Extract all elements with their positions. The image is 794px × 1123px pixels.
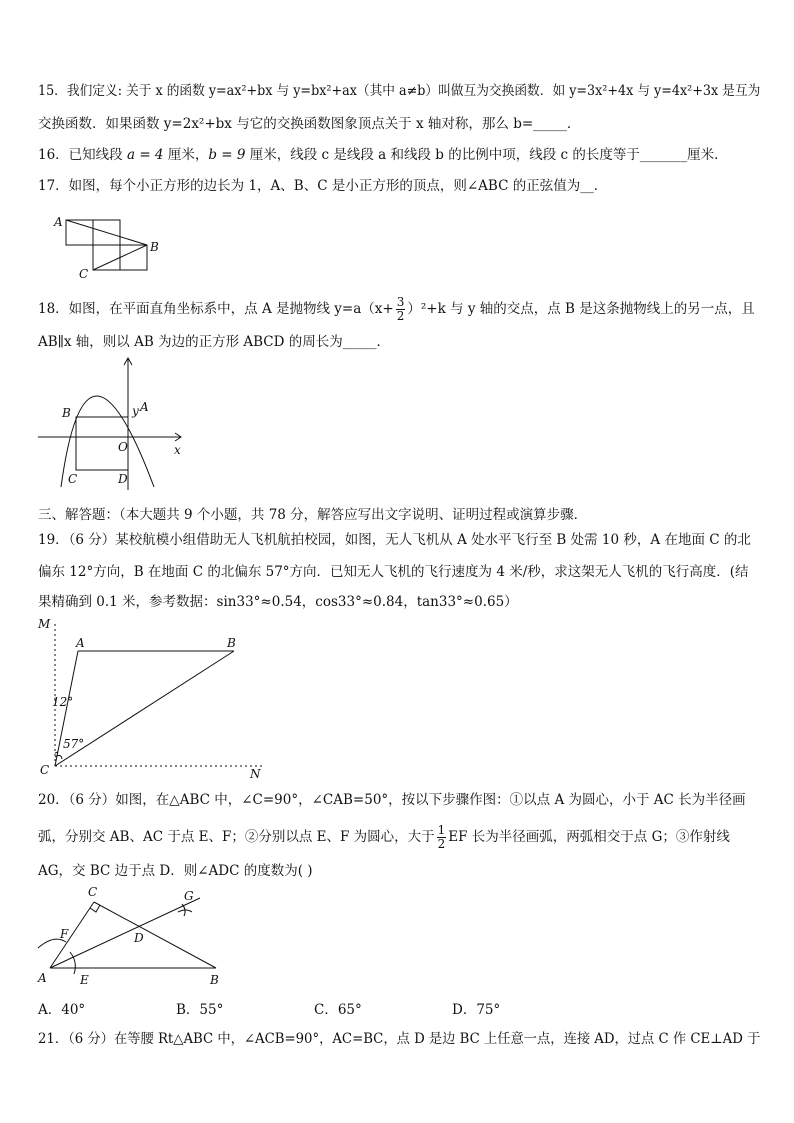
q20-label-e: E bbox=[80, 973, 89, 987]
q19-label-a: A bbox=[76, 636, 85, 650]
q19-label-b: B bbox=[227, 636, 236, 650]
q16-text-1: 16．已知线段 bbox=[38, 147, 127, 163]
q17-segment-ab bbox=[66, 220, 147, 245]
q18-text-1: 18．如图，在平面直角坐标系中，点 A 是抛物线 y=a（x+ bbox=[38, 301, 394, 317]
q20-choice-a: A．40° bbox=[38, 1002, 86, 1018]
q18-label-c: C bbox=[68, 472, 78, 486]
q20-choice-b: B．55° bbox=[176, 1002, 224, 1018]
q19-line-3: 果精确到 0.1 米，参考数据：sin33°≈0.54，cos33°≈0.84，tan33°≈0.65） bbox=[38, 594, 518, 610]
q19-label-n: N bbox=[250, 767, 261, 781]
q20-frac-num: 1 bbox=[437, 823, 446, 837]
q20-choice-d: D．75° bbox=[452, 1002, 501, 1018]
q20-arc-e bbox=[70, 952, 75, 974]
q17-label-a: A bbox=[54, 215, 63, 229]
q20-text-2a: 弧，分别交 AB、AC 于点 E、F；②分别以点 E、F 为圆心，大于 bbox=[38, 829, 435, 845]
q20-label-d: D bbox=[134, 931, 144, 945]
q18-line-1 bbox=[38, 296, 755, 323]
q18-label-o: O bbox=[118, 440, 128, 454]
q20-ray-ag bbox=[50, 898, 200, 968]
q19-label-m: M bbox=[38, 617, 51, 631]
section-3-title: 三、解答题：（本大题共 9 个小题，共 78 分，解答应写出文字说明、证明过程或演算步骤． bbox=[38, 507, 588, 523]
q20-choice-c: C．65° bbox=[314, 1002, 362, 1018]
q16-text-2: 厘米， bbox=[163, 147, 209, 163]
q16-a-expr: a = 4 bbox=[126, 147, 164, 163]
q18-fraction bbox=[396, 296, 406, 323]
q18-frac-num: 3 bbox=[396, 295, 405, 309]
q20-line-2 bbox=[38, 824, 730, 851]
q20-label-c: C bbox=[88, 885, 98, 899]
q18-label-y: y bbox=[132, 404, 139, 418]
q19-angle-57: 57° bbox=[63, 737, 85, 751]
q20-label-b: B bbox=[210, 973, 219, 987]
q16-text-3: 厘米，线段 c 是线段 a 和线段 b 的比例中项，线段 c 的长度等于_______厘米． bbox=[245, 147, 728, 163]
q15-line-1: 15．我们定义: 关于 x 的函数 y=ax²+bx 与 y=bx²+ax（其中 a≠b）叫做互为交换函数．如 y=3x²+4x 与 y=4x²+3x 是互为 bbox=[38, 83, 761, 99]
q19-line-1: 19．（6 分）某校航模小组借助无人飞机航拍校园，如图，无人飞机从 A 处水平飞行至 B 处需 10 秒，A 在地面 C 的北 bbox=[38, 532, 751, 548]
q19-angle-12: 12° bbox=[52, 695, 74, 709]
q19-drone-figure bbox=[34, 614, 274, 782]
q16-b-expr: b = 9 bbox=[208, 147, 246, 163]
q18-parabola-figure bbox=[36, 355, 186, 495]
q17-label-c: C bbox=[79, 267, 89, 281]
q19-line-2: 偏东 12°方向，B 在地面 C 的北偏东 57°方向．已知无人飞机的飞行速度为 4 米/秒，求这架无人飞机的飞行高度．(结 bbox=[38, 564, 749, 580]
q18-label-b: B bbox=[62, 406, 71, 420]
q17-label-b: B bbox=[150, 240, 159, 254]
q18-frac-den: 2 bbox=[396, 309, 405, 323]
q21-line-1: 21．（6 分）在等腰 Rt△ABC 中，∠ACB=90°，AC=BC，点 D 是边 BC 上任意一点，连接 AD，过点 C 作 CE⊥AD 于 bbox=[38, 1031, 761, 1047]
q20-side-cb bbox=[94, 902, 216, 968]
q20-line-1: 20．（6 分）如图，在△ABC 中，∠C=90°，∠CAB=50°，按以下步骤作图：①以点 A 为圆心，小于 AC 长为半径画 bbox=[38, 792, 746, 808]
q15-line-2: 交换函数．如果函数 y=2x²+bx 与它的交换函数图象顶点关于 x 轴对称，那么 b=_____． bbox=[38, 116, 581, 132]
q20-frac-den: 2 bbox=[437, 837, 446, 851]
q18-label-d: D bbox=[118, 472, 128, 486]
q19-label-c: C bbox=[40, 763, 50, 777]
q20-fraction bbox=[437, 824, 447, 851]
q17-line: 17．如图，每个小正方形的边长为 1，A、B、C 是小正方形的顶点，则∠ABC 的正弦值为__． bbox=[38, 178, 608, 194]
q20-text-2b: EF 长为半径画弧，两弧相交于点 G；③作射线 bbox=[448, 829, 730, 845]
q18-line-2: AB∥x 轴，则以 AB 为边的正方形 ABCD 的周长为_____． bbox=[38, 334, 390, 350]
q18-label-a: A bbox=[140, 400, 149, 414]
q20-label-g: G bbox=[184, 889, 194, 903]
q18-text-2: ）²+k 与 y 轴的交点，点 B 是这条抛物线上的另一点，且 bbox=[407, 301, 755, 317]
q20-label-f: F bbox=[60, 927, 69, 941]
q20-label-a: A bbox=[38, 971, 47, 985]
q17-grid-figure bbox=[50, 210, 170, 282]
q20-triangle-figure bbox=[34, 882, 234, 990]
q20-line-3: AG，交 BC 边于点 D．则∠ADC 的度数为( ) bbox=[38, 863, 313, 879]
q16-line bbox=[38, 146, 728, 164]
q18-label-x: x bbox=[174, 443, 181, 457]
